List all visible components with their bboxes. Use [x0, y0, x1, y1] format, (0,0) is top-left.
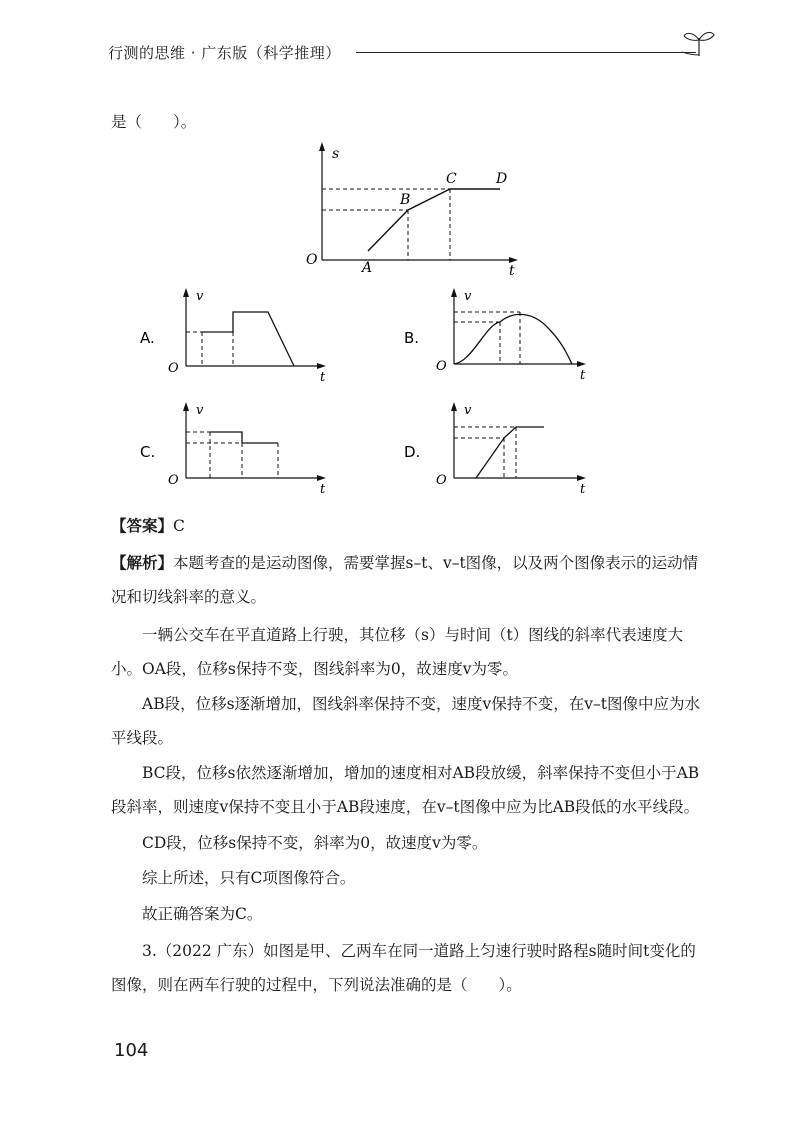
answer-line [111, 514, 185, 536]
svg-text:t: t [320, 482, 326, 497]
s-t-curve [368, 189, 500, 251]
point-d-label: D [496, 171, 508, 187]
option-d-label: D. [404, 443, 421, 461]
option-c-label: C. [140, 443, 156, 461]
analysis-intro-text: 本题考查的是运动图像，需要掌握s–t、v–t图像，以及两个图像表示的运动情况和切线斜率的意义。 [111, 554, 699, 606]
option-d-curve [476, 427, 544, 478]
svg-text:t: t [580, 368, 586, 383]
s-t-graph [300, 140, 530, 280]
answer-tag: 【答案】 [111, 517, 174, 535]
svg-text:O: O [168, 361, 179, 376]
svg-text:t: t [580, 482, 586, 497]
analysis-tag: 【解析】 [111, 554, 174, 572]
option-c-curve [210, 432, 278, 443]
point-b-label: B [400, 192, 411, 208]
option-c[interactable] [140, 398, 340, 498]
analysis-paragraph: 一辆公交车在平直道路上行驶，其位移（s）与时间（t）图线的斜率代表速度大小。 [111, 626, 684, 678]
analysis-paragraph: BC段，位移s依然逐渐增加，增加的速度相对AB段放缓，斜率保持不变但小于AB段斜率，则速度v保持不变且小于AB段速度，在v–t图像中应为比AB段低的水平线段。 [111, 764, 700, 816]
svg-text:O: O [436, 359, 447, 374]
running-header [108, 40, 708, 70]
svg-text:v: v [464, 403, 472, 418]
page-number: 104 [114, 1040, 149, 1061]
next-question: 3.（2022 广东）如图是甲、乙两车在同一道路上匀速行驶时路程s随时间t变化的图像，则在两车行驶的过程中，下列说法准确的是（ ）。 [111, 942, 696, 994]
s-axis-arrow [319, 142, 325, 151]
origin-label: O [306, 252, 318, 268]
t-axis-label: t [509, 263, 515, 279]
option-a-curve [202, 312, 294, 366]
option-b-label: B. [404, 329, 420, 347]
option-a-label: A. [140, 329, 155, 347]
svg-text:v: v [464, 289, 472, 304]
analysis-intro [111, 546, 701, 614]
svg-text:t: t [320, 370, 326, 384]
analysis-paragraph: OA段，位移s保持不变，图线斜率为0，故速度v为零。 [142, 660, 518, 678]
header-title: 行测的思维 · 广东版（科学推理） [108, 44, 341, 62]
option-a[interactable] [140, 284, 340, 384]
svg-text:v: v [196, 403, 204, 418]
analysis-paragraph: CD段，位移s保持不变，斜率为0，故速度v为零。 [142, 834, 488, 852]
point-a-label: A [362, 260, 373, 276]
point-c-label: C [446, 171, 457, 187]
analysis-paragraph: 综上所述，只有C项图像符合。 [142, 869, 356, 887]
s-axis-label: s [332, 146, 340, 162]
analysis-paragraph: 故正确答案为C。 [142, 905, 263, 923]
sprout-icon [682, 28, 716, 58]
analysis-paragraph: AB段，位移s逐渐增加，图线斜率保持不变，速度v保持不变，在v–t图像中应为水平线段。 [111, 695, 701, 747]
svg-text:v: v [196, 289, 204, 304]
option-b[interactable] [404, 284, 604, 384]
header-divider [356, 52, 696, 53]
question-stem: 是（ ）。 [111, 113, 197, 131]
svg-text:O: O [436, 473, 447, 488]
svg-text:O: O [168, 473, 179, 488]
option-d[interactable] [404, 398, 604, 498]
answer-value: C [173, 517, 185, 535]
